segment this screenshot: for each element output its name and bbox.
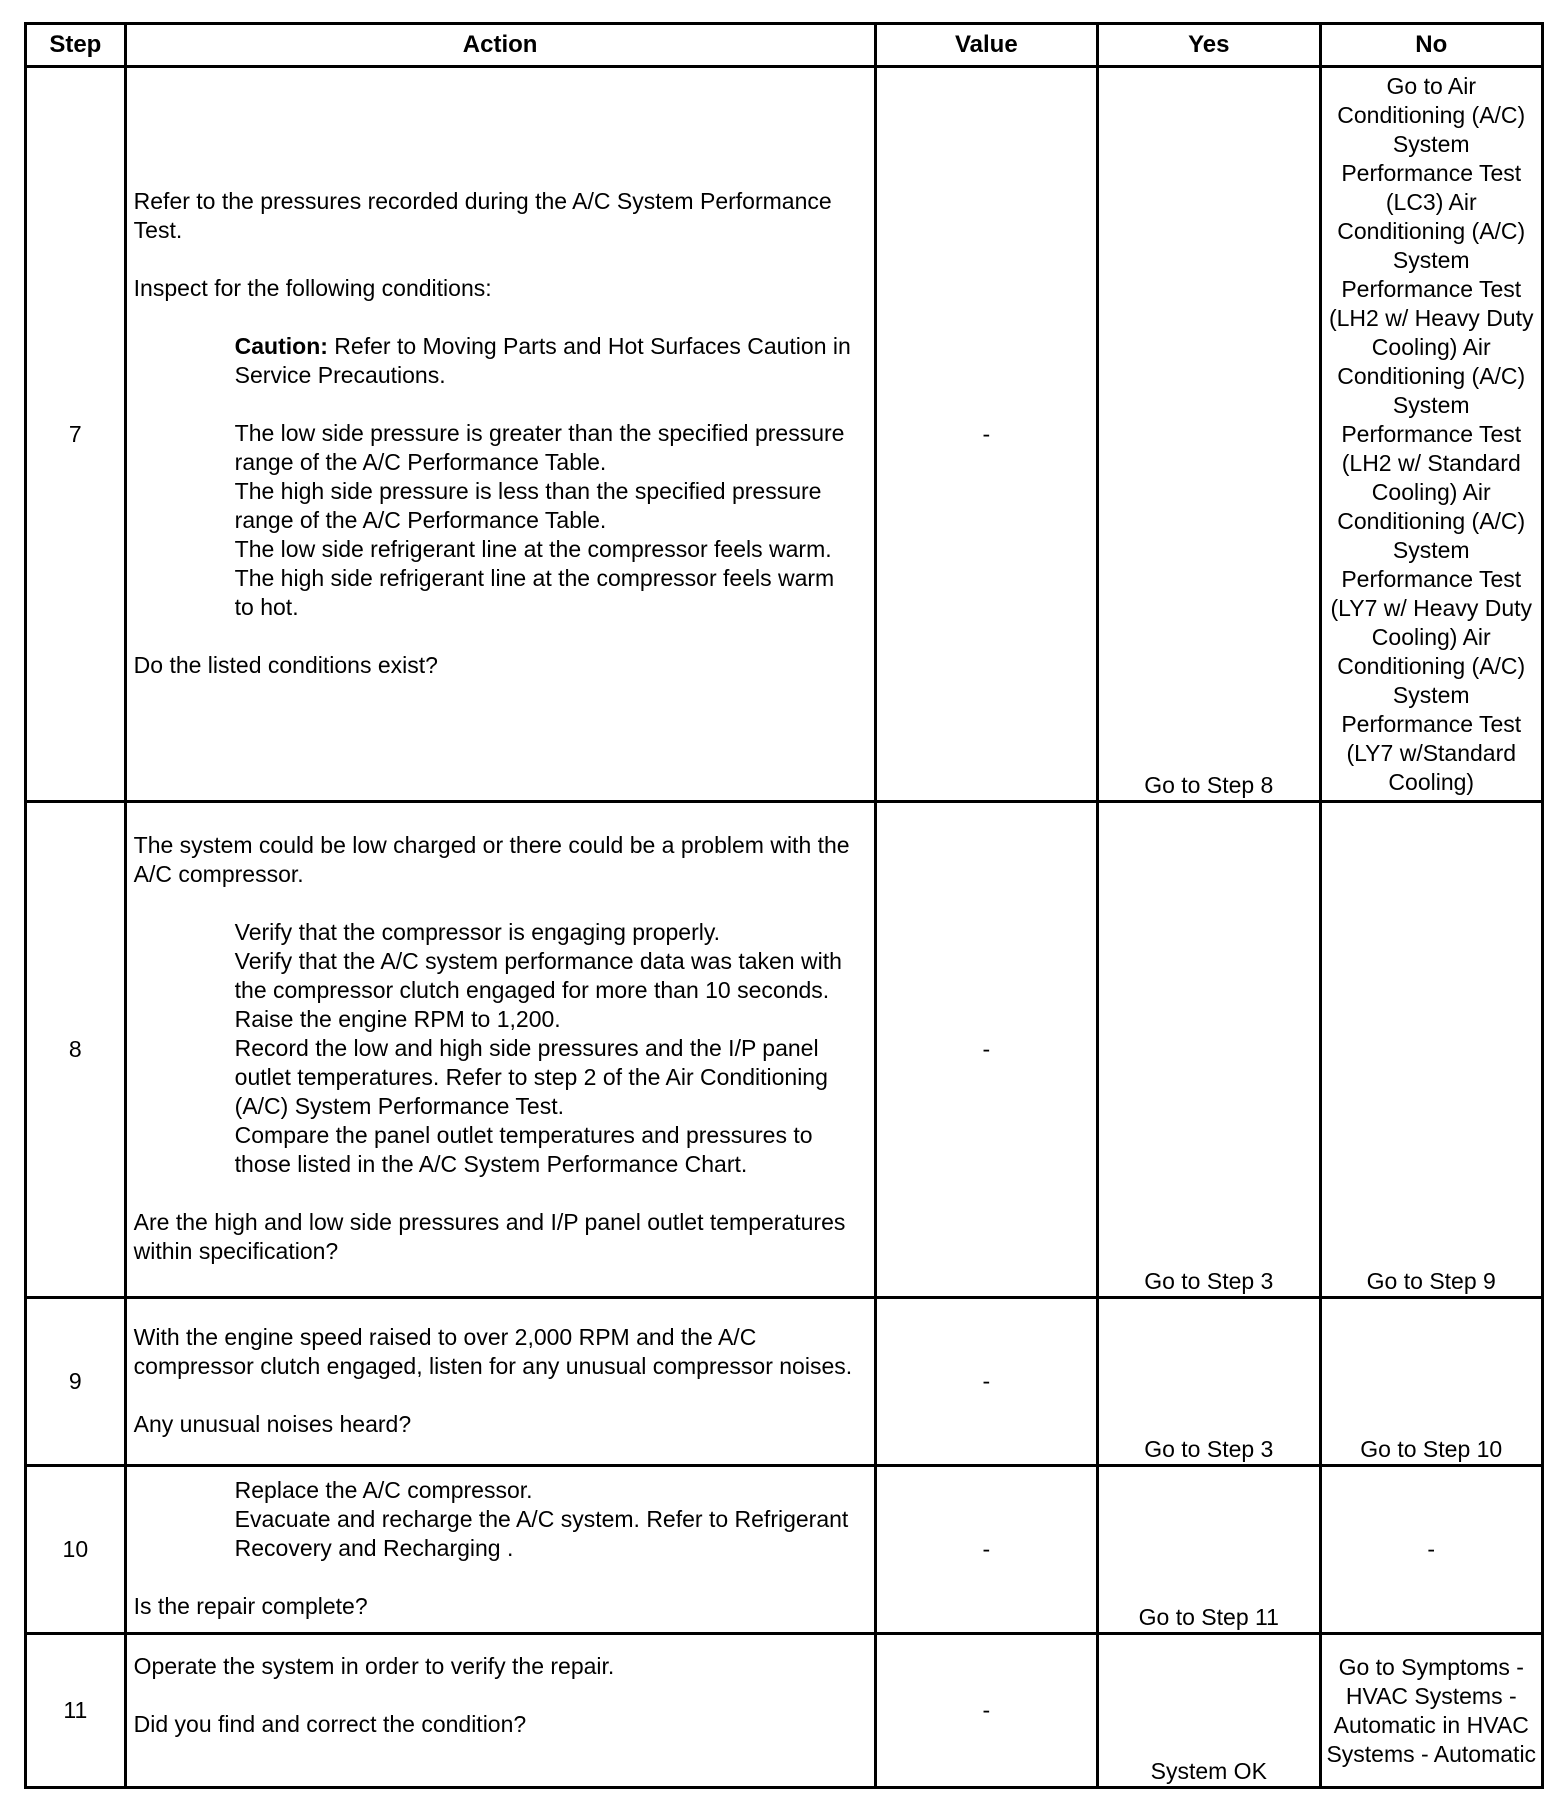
table-row-step-9 (26, 1298, 1543, 1466)
table-row-step-11 (26, 1634, 1543, 1788)
yes-link: Go to Step 3 (1144, 1268, 1274, 1294)
caution-label: Caution: (234, 332, 328, 359)
value-cell: - (875, 1466, 1097, 1634)
action-intro: Refer to the pressures recorded during the A/C System Performance Test. (133, 187, 832, 243)
procedure-item: Verify that the A/C system performance data was taken with the compressor clutch engaged for more than 10 seconds. (234, 948, 842, 1003)
no-cell (1320, 1298, 1543, 1466)
step-number: 8 (26, 802, 126, 1298)
yes-cell (1098, 1298, 1320, 1466)
no-cell (1320, 67, 1543, 802)
condition-item: The high side pressure is less than the specified pressure range of the A/C Performance Table. (234, 477, 822, 533)
procedure-list (134, 918, 860, 1179)
action-cell (125, 1466, 875, 1634)
no-cell (1320, 1634, 1543, 1788)
condition-item: The low side pressure is greater than the specified pressure range of the A/C Performance Table. (234, 419, 845, 475)
value-cell: - (875, 67, 1097, 802)
step-number: 11 (26, 1634, 126, 1788)
caution-text: Refer to Moving Parts and Hot Surfaces Caution in Service Precautions. (234, 332, 851, 388)
table-header-row (26, 24, 1543, 67)
step-number: 9 (26, 1298, 126, 1466)
diagnostic-table-sheet (24, 22, 1544, 1789)
condition-item: The low side refrigerant line at the compressor feels warm. (234, 535, 832, 562)
header-yes: Yes (1098, 24, 1320, 67)
action-cell (125, 1634, 875, 1788)
action-intro: The system could be low charged or there could be a problem with the A/C compressor. (133, 832, 850, 887)
yes-link: Go to Step 3 (1144, 1436, 1274, 1462)
procedure-item: Verify that the compressor is engaging properly. (234, 919, 721, 945)
action-question: Are the high and low side pressures and I/P panel outlet temperatures within specification? (133, 1209, 846, 1264)
table-row-step-7 (26, 67, 1543, 802)
no-link: Go to Air Conditioning (A/C) System Performance Test (LC3) Air Conditioning (A/C) System Performance Test (LH2 w/ Heavy Duty Cooling) Air Conditioning (A/C) System Performance Test (LH2 w/ Standard Cooling) Air Conditioning (A/C) System Performance Test (LY7 w/ Heavy Duty Cooling) Air Conditioning (A/C) System Performance Test (LY7 w/Standard Cooling) (1328, 72, 1534, 795)
procedure-list (134, 1476, 860, 1563)
yes-cell (1098, 1466, 1320, 1634)
yes-cell (1098, 802, 1320, 1298)
yes-link: System OK (1150, 1758, 1267, 1784)
no-link: Go to Step 10 (1360, 1436, 1503, 1462)
no-link: - (1427, 1536, 1436, 1562)
step-number: 7 (26, 67, 126, 802)
header-action: Action (125, 24, 875, 67)
no-cell (1320, 802, 1543, 1298)
condition-item: The high side refrigerant line at the compressor feels warm to hot. (234, 564, 835, 620)
header-step: Step (26, 24, 126, 67)
yes-link: Go to Step 8 (1144, 772, 1274, 798)
yes-cell (1098, 1634, 1320, 1788)
no-cell (1320, 1466, 1543, 1634)
action-intro: With the engine speed raised to over 2,000 RPM and the A/C compressor clutch engaged, listen for any unusual compressor noises. (133, 1323, 853, 1379)
diagnostic-table (24, 22, 1544, 1789)
action-question: Any unusual noises heard? (133, 1410, 412, 1437)
action-intro: Operate the system in order to verify the repair. (133, 1652, 615, 1679)
value-cell: - (875, 1634, 1097, 1788)
no-link: Go to Symptoms - HVAC Systems - Automatic in HVAC Systems - Automatic (1326, 1653, 1537, 1767)
procedure-item: Compare the panel outlet temperatures and pressures to those listed in the A/C System Performance Chart. (234, 1122, 813, 1177)
yes-cell (1098, 67, 1320, 802)
procedure-item: Replace the A/C compressor. (234, 1477, 533, 1503)
action-cell (125, 802, 875, 1298)
caution-note (134, 332, 860, 390)
table-row-step-8 (26, 802, 1543, 1298)
action-question: Is the repair complete? (133, 1593, 368, 1619)
action-question: Do the listed conditions exist? (133, 651, 438, 678)
action-instruction: Inspect for the following conditions: (133, 274, 492, 301)
value-cell: - (875, 802, 1097, 1298)
no-link: Go to Step 9 (1366, 1268, 1496, 1294)
procedure-item: Raise the engine RPM to 1,200. (234, 1006, 561, 1032)
value-cell: - (875, 1298, 1097, 1466)
header-no: No (1320, 24, 1543, 67)
header-value: Value (875, 24, 1097, 67)
action-question: Did you find and correct the condition? (133, 1710, 527, 1737)
action-cell (125, 67, 875, 802)
procedure-item: Evacuate and recharge the A/C system. Refer to Refrigerant Recovery and Recharging . (234, 1506, 849, 1561)
table-row-step-10 (26, 1466, 1543, 1634)
condition-list (134, 419, 860, 622)
action-cell (125, 1298, 875, 1466)
yes-link: Go to Step 11 (1138, 1604, 1279, 1630)
step-number: 10 (26, 1466, 126, 1634)
procedure-item: Record the low and high side pressures and the I/P panel outlet temperatures. Refer to step 2 of the Air Conditioning (A/C) System Performance Test. (234, 1035, 828, 1119)
